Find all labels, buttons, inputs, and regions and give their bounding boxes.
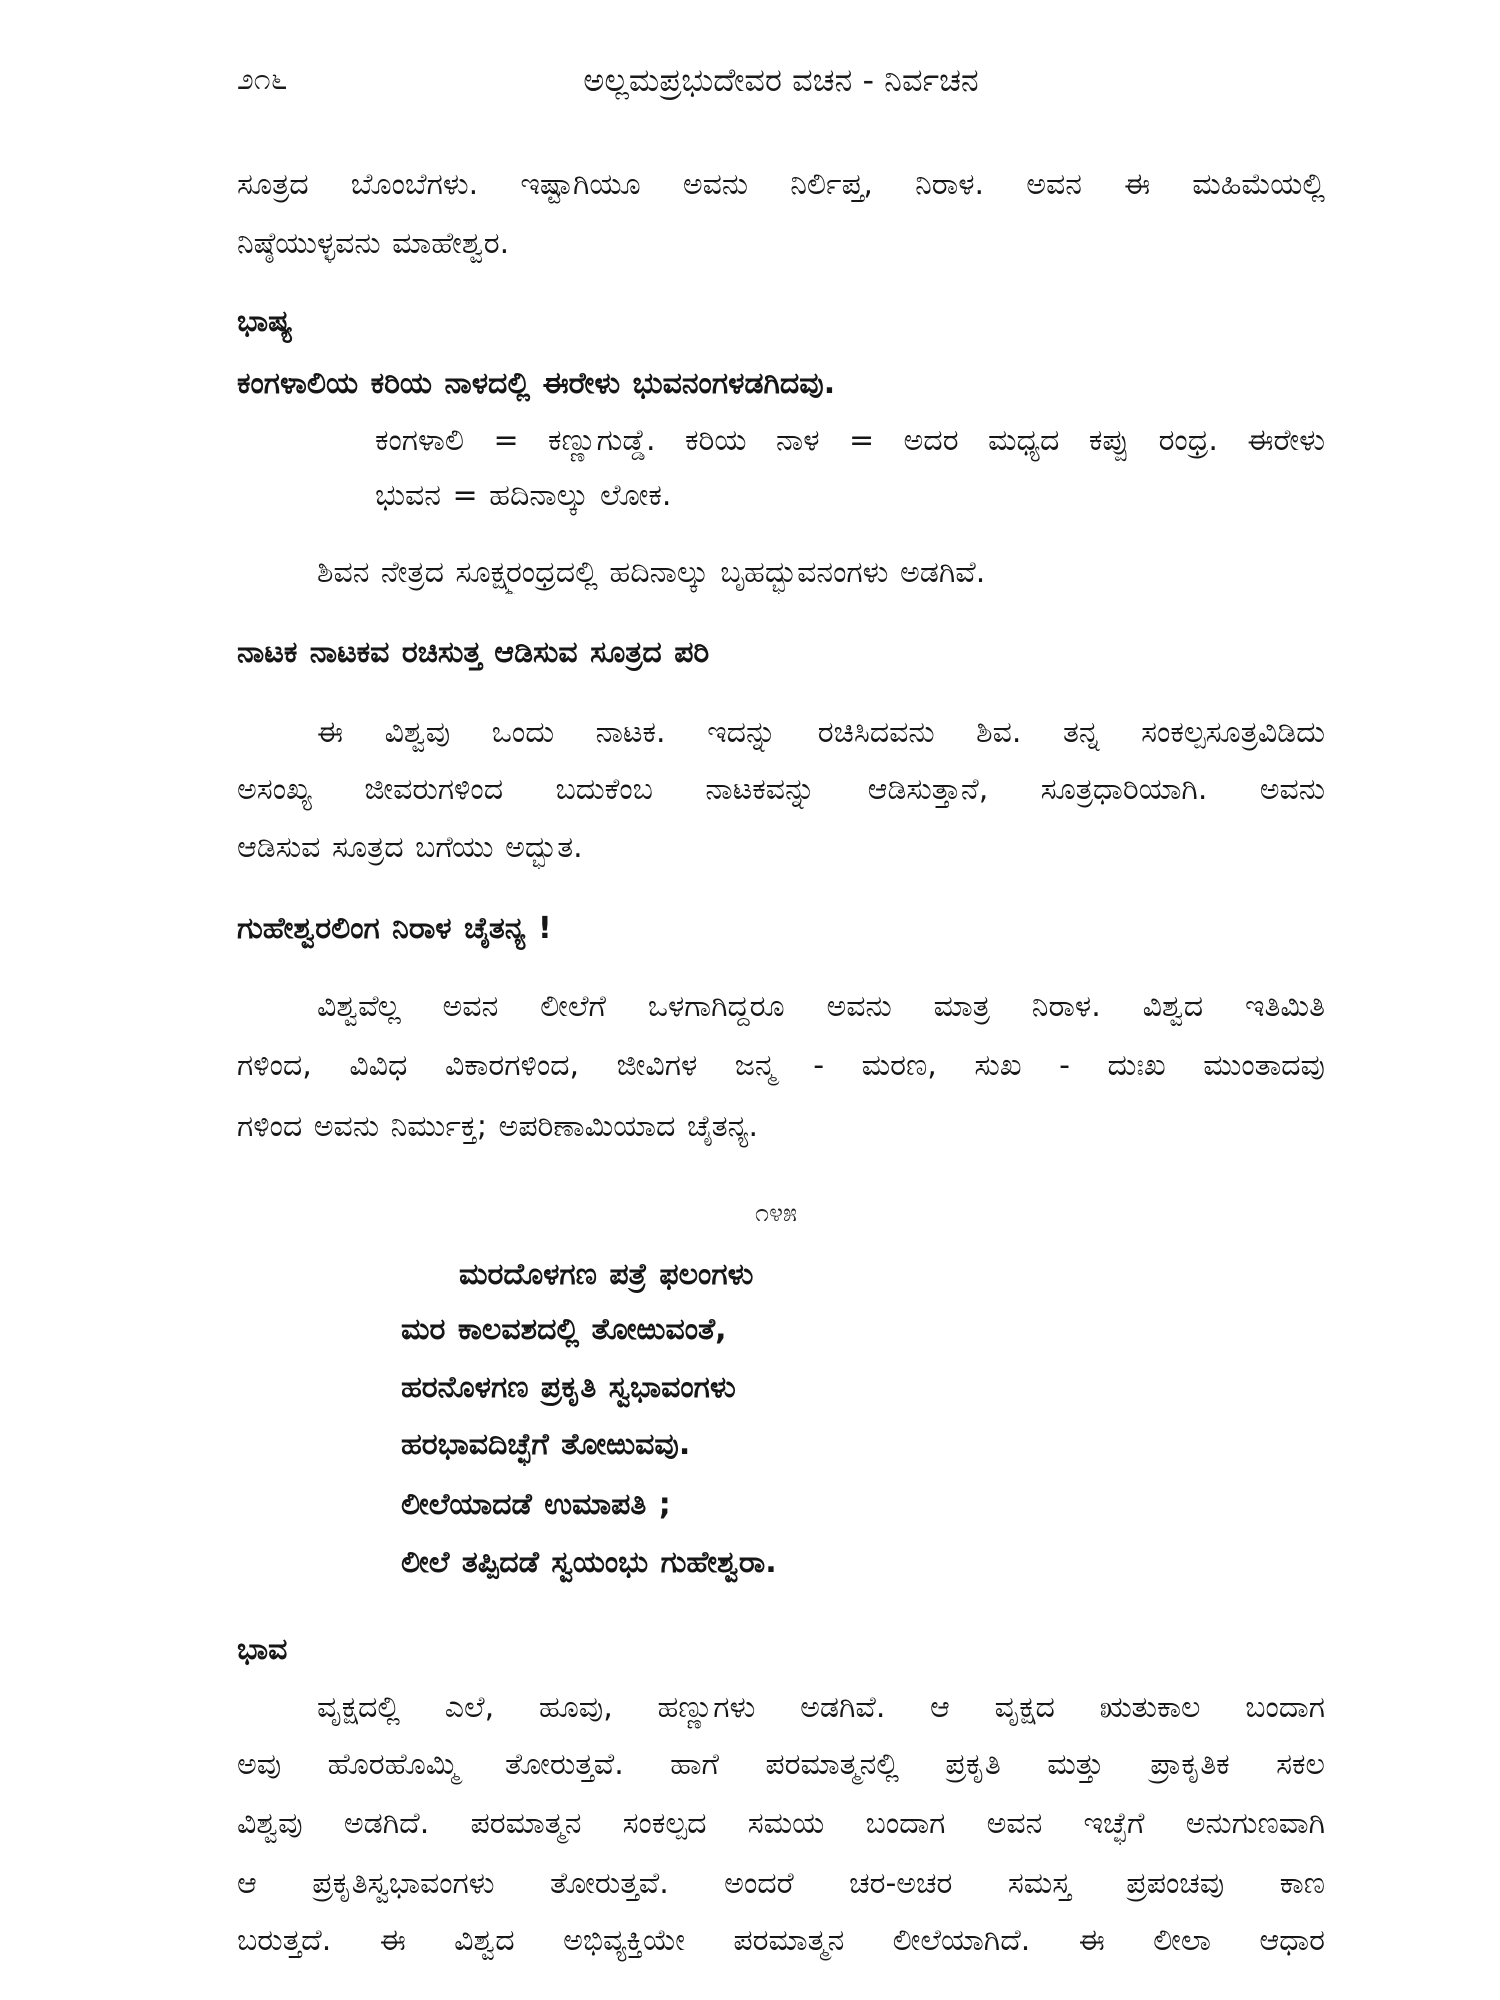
explanation-line: ವಿಶ್ವವೆಲ್ಲ ಅವನ ಲೀಲೆಗೆ ಒಳಗಾಗಿದ್ದರೂ ಅವನು ಮಾತ್ರ ನಿರಾಳ. ವಿಶ್ವದ ಇತಿಮಿತಿ [317, 989, 1325, 1024]
vachana-number: ೧೪೫ [754, 1198, 797, 1227]
vachana-line: ಮರದೊಳಗಣ ಪತ್ರೆ ಫಲಂಗಳು [459, 1257, 754, 1292]
section-heading-bhava: ಭಾವ [237, 1632, 288, 1667]
vachana-line: ಲೀಲೆ ತಪ್ಪಿದಡೆ ಸ್ವಯಂಭು ಗುಹೇಶ್ವರಾ. [401, 1545, 777, 1580]
quoted-phrase: ನಾಟಕ ನಾಟಕವ ರಚಿಸುತ್ತ ಆಡಿಸುವ ಸೂತ್ರದ ಪರಿ [237, 635, 710, 670]
bhava-line: ಬರುತ್ತದೆ. ಈ ವಿಶ್ವದ ಅಭಿವ್ಯಕ್ತಿಯೇ ಪರಮಾತ್ಮನ ಲೀಲೆಯಾಗಿದೆ. ಈ ಲೀಲಾ ಆಧಾರ [237, 1923, 1325, 1958]
quoted-phrase: ಗುಹೇಶ್ವರಲಿಂಗ ನಿರಾಳ ಚೈತನ್ಯ ! [237, 911, 552, 946]
bhava-line: ಅವು ಹೊರಹೊಮ್ಮಿ ತೋರುತ್ತವೆ. ಹಾಗೆ ಪರಮಾತ್ಮನಲ್ಲಿ ಪ್ರಕೃತಿ ಮತ್ತು ಪ್ರಾಕೃತಿಕ ಸಕಲ [237, 1747, 1325, 1782]
bhava-line: ವೃಕ್ಷದಲ್ಲಿ ಎಲೆ, ಹೂವು, ಹಣ್ಣುಗಳು ಅಡಗಿವೆ. ಆ ವೃಕ್ಷದ ಋತುಕಾಲ ಬಂದಾಗ [317, 1690, 1325, 1725]
explanation-line: ಅಸಂಖ್ಯ ಜೀವರುಗಳಿಂದ ಬದುಕೆಂಬ ನಾಟಕವನ್ನು ಆಡಿಸುತ್ತಾನೆ, ಸೂತ್ರಧಾರಿಯಾಗಿ. ಅವನು [237, 772, 1325, 807]
vachana-line: ಹರನೊಳಗಣ ಪ್ರಕೃತಿ ಸ್ವಭಾವಂಗಳು [401, 1370, 736, 1405]
gloss-line: ಭುವನ = ಹದಿನಾಲ್ಕು ಲೋಕ. [375, 478, 672, 513]
section-heading-bhashya: ಭಾಷ್ಯ [237, 304, 293, 339]
gloss-line: ಕಂಗಳಾಲಿ = ಕಣ್ಣುಗುಡ್ಡೆ. ಕರಿಯ ನಾಳ = ಅದರ ಮಧ್ಯದ ಕಪ್ಪು ರಂಧ್ರ. ಈರೇಳು [375, 423, 1325, 458]
quoted-phrase: ಕಂಗಳಾಲಿಯ ಕರಿಯ ನಾಳದಲ್ಲಿ ಈರೇಳು ಭುವನಂಗಳಡಗಿದವು. [237, 366, 836, 401]
bhava-line: ಆ ಪ್ರಕೃತಿಸ್ವಭಾವಂಗಳು ತೋರುತ್ತವೆ. ಅಂದರೆ ಚರ-ಅಚರ ಸಮಸ್ತ ಪ್ರಪಂಚವು ಕಾಣ [237, 1866, 1325, 1901]
explanation-line: ಆಡಿಸುವ ಸೂತ್ರದ ಬಗೆಯು ಅದ್ಭುತ. [237, 830, 583, 865]
vachana-line: ಲೀಲೆಯಾದಡೆ ಉಮಾಪತಿ ; [401, 1487, 671, 1522]
intro-line: ನಿಷ್ಠೆಯುಳ್ಳವನು ಮಾಹೇಶ್ವರ. [237, 226, 510, 261]
explanation-line: ಈ ವಿಶ್ವವು ಒಂದು ನಾಟಕ. ಇದನ್ನು ರಚಿಸಿದವನು ಶಿವ. ತನ್ನ ಸಂಕಲ್ಪಸೂತ್ರವಿಡಿದು [317, 715, 1325, 750]
bhava-line: ವಿಶ್ವವು ಅಡಗಿದೆ. ಪರಮಾತ್ಮನ ಸಂಕಲ್ಪದ ಸಮಯ ಬಂದಾಗ ಅವನ ಇಚ್ಛೆಗೆ ಅನುಗುಣವಾಗಿ [237, 1806, 1325, 1841]
vachana-line: ಹರಭಾವದಿಚ್ಛೆಗೆ ತೋಱುವವು. [401, 1427, 691, 1462]
explanation-line: ಶಿವನ ನೇತ್ರದ ಸೂಕ್ಷ್ಮರಂಧ್ರದಲ್ಲಿ ಹದಿನಾಲ್ಕು ಬೃಹದ್ಭುವನಂಗಳು ಅಡಗಿವೆ. [317, 555, 986, 590]
intro-line: ಸೂತ್ರದ ಬೊಂಬೆಗಳು. ಇಷ್ಟಾಗಿಯೂ ಅವನು ನಿರ್ಲಿಪ್ತ, ನಿರಾಳ. ಅವನ ಈ ಮಹಿಮೆಯಲ್ಲಿ [237, 167, 1325, 202]
page-number: ೨೧೬ [237, 62, 288, 97]
explanation-line: ಗಳಿಂದ ಅವನು ನಿರ್ಮುಕ್ತ; ಅಪರಿಣಾಮಿಯಾದ ಚೈತನ್ಯ. [237, 1109, 759, 1144]
explanation-line: ಗಳಿಂದ, ವಿವಿಧ ವಿಕಾರಗಳಿಂದ, ಜೀವಿಗಳ ಜನ್ಮ - ಮರಣ, ಸುಖ - ದುಃಖ ಮುಂತಾದವು [237, 1048, 1325, 1083]
vachana-line: ಮರ ಕಾಲವಶದಲ್ಲಿ ತೋಱುವಂತೆ, [401, 1312, 727, 1347]
running-title: ಅಲ್ಲಮಪ್ರಭುದೇವರ ವಚನ - ನಿರ್ವಚನ [583, 61, 979, 99]
